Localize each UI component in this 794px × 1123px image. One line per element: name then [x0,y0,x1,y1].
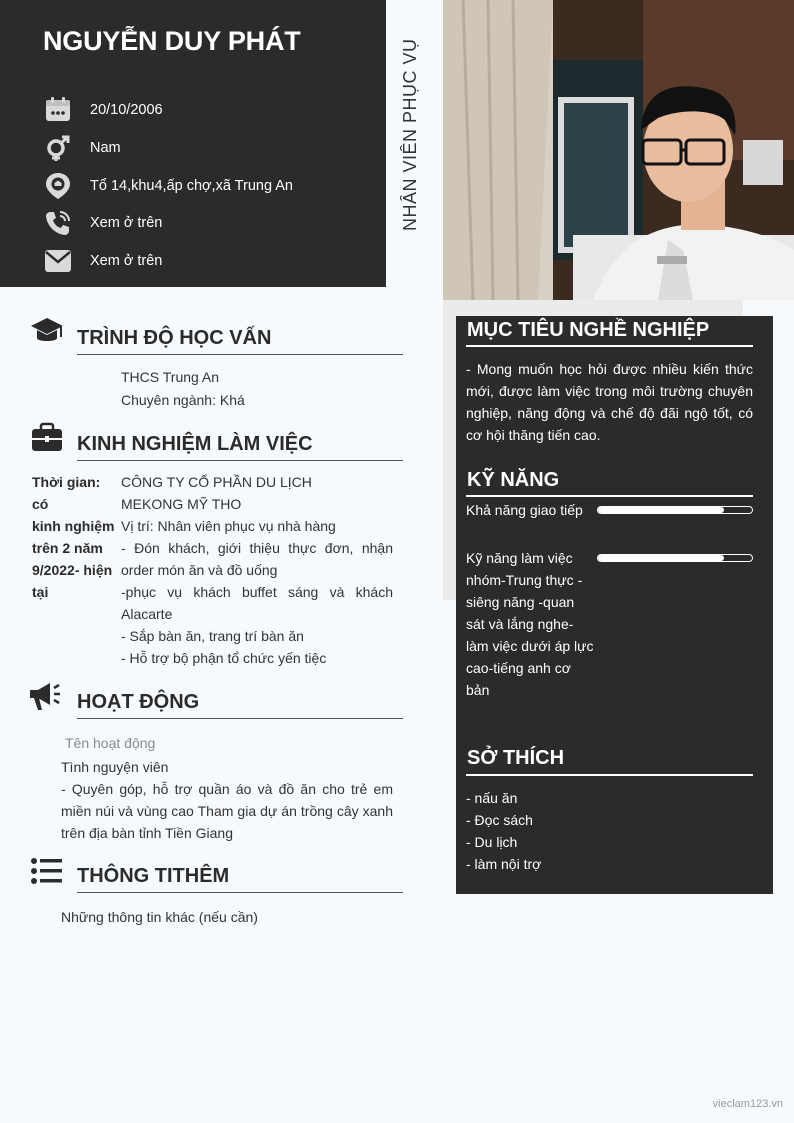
duty-item: - Hỗ trợ bộ phận tổ chức yến tiệc [121,650,327,666]
objective-text: - Mong muốn học hỏi được nhiều kiến thức mới, được làm việc trong môi trường chuyên nghiệp, năng động và chế độ đãi ngộ tốt, có cơ hội thăng tiến cao. [466,361,753,443]
skill-bar-fill [598,555,724,561]
duty-item: - Sắp bàn ăn, trang trí bàn ăn [121,628,304,644]
activity-description: - Quyên góp, hỗ trợ quần áo và đồ ăn cho trẻ em miền núi và vùng cao Tham gia dự án trồng cây xanh trên địa bàn tỉnh Tiền Giang [61,781,393,841]
school-name: THCS Trung An [121,369,220,385]
hobby-item: - Du lịch [466,834,518,850]
education-divider [77,354,403,355]
mail-icon [44,247,72,275]
hobbies-divider [466,774,753,776]
address-text: Tổ 14,khu4,ấp chợ,xã Trung An [90,178,293,194]
experience-divider [77,460,403,461]
email-row [44,246,384,276]
briefcase-icon [30,422,64,452]
education-title: TRÌNH ĐỘ HỌC VẤN [77,327,272,349]
birthday-text: 20/10/2006 [90,102,163,118]
activity-role: Tình nguyện viên [61,759,169,775]
activity-name: Tên hoạt động [65,735,156,751]
skill-name: Khả năng giao tiếp [466,502,583,518]
additional-divider [77,892,403,893]
phone-row [44,208,384,238]
megaphone-icon [28,681,62,711]
hobbies-list [466,787,753,875]
candidate-name: NGUYỄN DUY PHÁT [43,26,301,56]
hobby-item: - làm nội trợ [466,856,542,872]
gender-row [44,133,384,163]
objective-title: MỤC TIÊU NGHỀ NGHIỆP [467,319,710,341]
gender-text: Nam [90,140,121,156]
skill-bar-fill [598,507,724,513]
hobbies-title: SỞ THÍCH [467,747,565,769]
activities-divider [77,718,403,719]
profile-photo [443,0,794,300]
company-name: CÔNG TY CỔ PHẦN DU LỊCH [121,474,312,490]
location-icon [44,172,72,200]
experience-title: KINH NGHIỆM LÀM VIỆC [77,433,313,455]
email-text: Xem ở trên [90,253,163,269]
duty-item: -phục vụ khách buffet sáng và khách Alacarte [121,584,393,622]
duty-item: - Đón khách, giới thiệu thực đơn, nhận order món ăn và đồ uống [121,540,393,578]
skill-bar [597,506,753,514]
hobby-item: - Đọc sách [466,812,533,828]
skills-title: KỸ NĂNG [467,469,560,491]
job-title: NHÂN VIÊN PHỤC VỤ [400,38,420,231]
birthday-row [44,95,384,125]
footer-site: vieclam123.vn [712,1098,783,1110]
experience-time: Thời gian: có kinh nghiệm trên 2 năm 9/2022- hiện tại [32,474,115,600]
address-row [44,171,384,201]
experience-details [121,471,393,669]
phone-text: Xem ở trên [90,215,163,231]
skill-bar [597,554,753,562]
company-name: MEKONG MỸ THO [121,496,242,512]
skills-divider [466,495,753,497]
list-icon [29,856,63,886]
activities-title: HOẠT ĐỘNG [77,691,200,713]
hobby-item: - nấu ăn [466,790,518,806]
phone-icon [44,209,72,237]
graduation-cap-icon [30,316,64,346]
gender-icon [44,134,72,162]
objective-divider [466,345,753,347]
skill-name: Kỹ năng làm việc nhóm-Trung thực - siêng năng -quan sát và lắng nghe- làm việc dưới áp lực cao-tiếng anh cơ bản [466,550,594,698]
additional-text: Những thông tin khác (nếu cần) [61,909,258,925]
calendar-icon [44,96,72,124]
position: Vị trí: Nhân viên phục vụ nhà hàng [121,518,336,534]
major: Chuyên ngành: Khá [121,392,245,408]
additional-title: THÔNG TITHÊM [77,865,230,887]
